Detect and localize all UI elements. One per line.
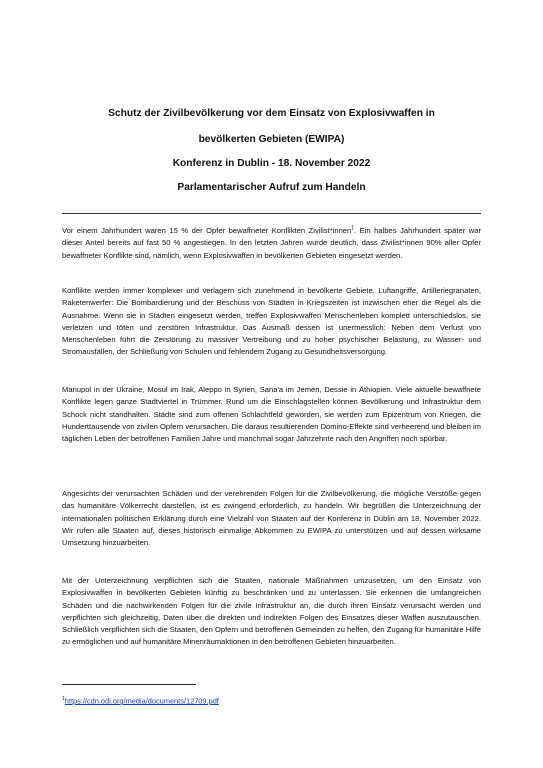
title-line-1: Schutz der Zivilbevölkerung vor dem Einsatz von Explosivwaffen in xyxy=(108,108,435,119)
title-line-2: bevölkerten Gebieten (EWIPA) xyxy=(198,134,345,145)
title-line-3: Konferenz in Dublin - 18. November 2022 xyxy=(172,158,371,169)
footnote-link[interactable]: https://cdn.odi.org/media/documents/12709.pdf xyxy=(64,696,219,706)
paragraph-2: Konflikte werden immer komplexer und verlagern sich zunehmend in bevölkerte Gebiete. Luftangriffe, Artilleriegranaten, Raketenwerfer: Die Bombardierung und der Beschuss von Städten in Kriegszeiten ist inzwischen eher die Regel als die Ausnahme. Wenn sie in Städten eingesetzt werden, treffen Explosivwaffen Menschenleben komplett unterschiedslos, sie verletzen und töten und zerstören Infrastruktur. Das Ausmaß dessen ist unermesslich: Neben dem Verlust von Menschenleben führt die Zerstörung zu massiver Vertreibung und zu hoher psychischer Belastung, zu Wasser- und Stromausfällen, der Schließung von Schulen und fehlendem Zugang zu Gesundheitsversorgung. xyxy=(62,286,481,357)
paragraph-5: Mit der Unterzeichnung verpflichten sich die Staaten, nationale Maßnahmen umzusetzen, um den Einsatz von Explosivwaffen in bevölkerten Gebieten künftig zu beschränken und zu unterlassen. Sie erkennen die umfangreichen Schäden und die nachwirkenden Folgen für die zivile Infrastruktur an, die durch ihren Einsatz verursacht werden und verpflichten sich gleichzeitig, Daten über die direkten und indirekten Folgen des Einsatzes dieser Waffen auszutauschen. Schließlich verpflichten sich die Staaten, den Opfern und betroffenen Gemeinden zu helfen, den Zugang für humanitäre Hilfe zu ermöglichen und auf humanitäre Minenräumaktionen in den betroffenen Gebieten hinzuarbeiten. xyxy=(62,576,481,647)
footnote xyxy=(62,694,219,706)
paragraph-3: Mariupol in der Ukraine, Mosul im Irak, Aleppo in Syrien, Sana'a im Jemen, Dessie in Äthiopien. Viele aktuelle bewaffnete Konflikte legen ganze Stadtviertel in Trümmer. Rund um die Einschlagstellen können Bevölkerung und Infrastruktur dem Schock nicht standhalten. Städte sind zum offenen Schlachtfeld geworden, sie werden zum Epizentrum von Kriegen, die Hunderttausende von zivilen Opfern verursachen. Die daraus resultierenden Domino-Effekte sind verheerend und bleiben im täglichen Leben der betroffenen Familien Jahre und manchmal sogar Jahrzehnte nach den Angriffen noch spürbar. xyxy=(62,385,481,444)
footnote-ref[interactable]: 1 xyxy=(351,225,355,232)
paragraph-4: Angesichts der verursachten Schäden und der verehrenden Folgen für die Zivilbevölkerung, die mögliche Verstöße gegen das humanitäre Völkerrecht darstellen, ist es zwingend erforderlich, zu handeln. Wir begrüßen die Unterzeichnung der internationalen politischen Erklärung durch eine Vielzahl von Staaten auf der Konferenz in Dublin am 18. November 2022. Wir rufen alle Staaten auf, dieses historisch einmalige Abkommen zu EWIPA zu unterstützen und auf dessen wirksame Umsetzung hinzuarbeiten. xyxy=(62,489,481,548)
paragraph-1 xyxy=(62,225,481,262)
footnote-divider xyxy=(62,684,196,685)
paragraph-1-text-b: . Ein halbes Jahrhundert später war dieser Anteil bereits auf fast 50 % angestiegen. In den letzten Jahren wurde deutlich, dass Zivilist*innen 90% aller Opfer bewaffneter Konflikte sind, nämlich, wenn Explosivwaffen in bevölkerten Gebieten eingesetzt werden. xyxy=(62,226,481,260)
title-divider xyxy=(62,213,481,214)
footnote-number: 1 xyxy=(62,696,65,702)
title-line-4: Parlamentarischer Aufruf zum Handeln xyxy=(177,182,366,193)
paragraph-1-text-a: Vor einem Jahrhundert waren 15 % der Opfer bewaffneter Konflikten Zivilist*innen xyxy=(62,226,352,235)
